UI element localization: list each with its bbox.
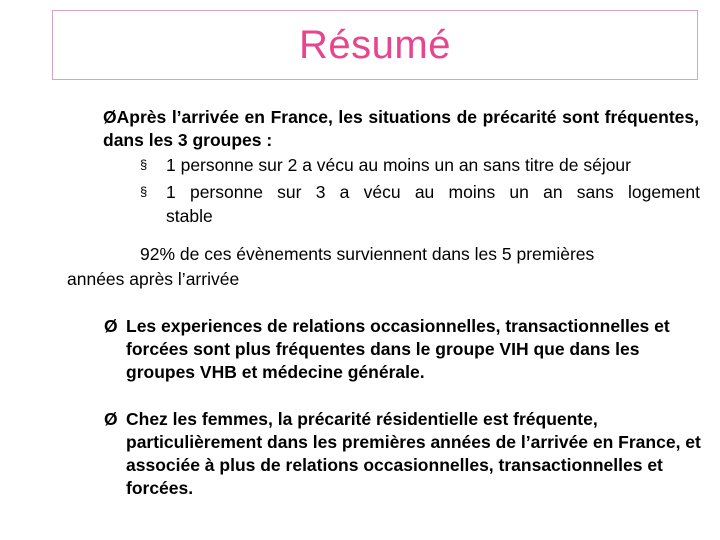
sub-item-text: 1 personne sur 3 a vécu au moins un an sans logement [166, 182, 700, 202]
bullet-femmes [104, 408, 710, 500]
slide-title: Résumé [299, 22, 451, 67]
sub-item-logement-continued: stable [166, 206, 213, 226]
statistic-line-1: 92% de ces évènements surviennent dans les 5 premières [140, 244, 595, 264]
arrow-bullet-icon: Ø [103, 107, 117, 127]
square-bullet-icon: § [140, 184, 148, 199]
bullet-relations-text: Les experiences de relations occasionnelles, transactionnelles et forcées sont plus fréquentes dans le groupe VIH que dans les groupes VHB et médecine générale. [126, 316, 670, 382]
sub-item-logement [140, 180, 700, 204]
sub-item-titre-sejour [140, 153, 700, 177]
paragraph-precarity-text: Après l’arrivée en France, les situations de précarité sont fréquentes, dans les 3 groupes : [103, 107, 699, 150]
arrow-bullet-icon: Ø [104, 316, 118, 336]
paragraph-precarity [103, 106, 699, 152]
bullet-relations [104, 315, 710, 384]
square-bullet-icon: § [140, 157, 148, 172]
arrow-bullet-icon: Ø [104, 409, 118, 429]
sub-item-text: 1 personne sur 2 a vécu au moins un an sans titre de séjour [166, 155, 631, 175]
bullet-femmes-text: Chez les femmes, la précarité résidentielle est fréquente, particulièrement dans les premières années de l’arrivée en France, et associée à plus de relations occasionnelles, transactionnelles et forcées. [126, 409, 701, 498]
statistic-line-2: années après l’arrivée [67, 269, 240, 289]
title-box [52, 10, 698, 80]
